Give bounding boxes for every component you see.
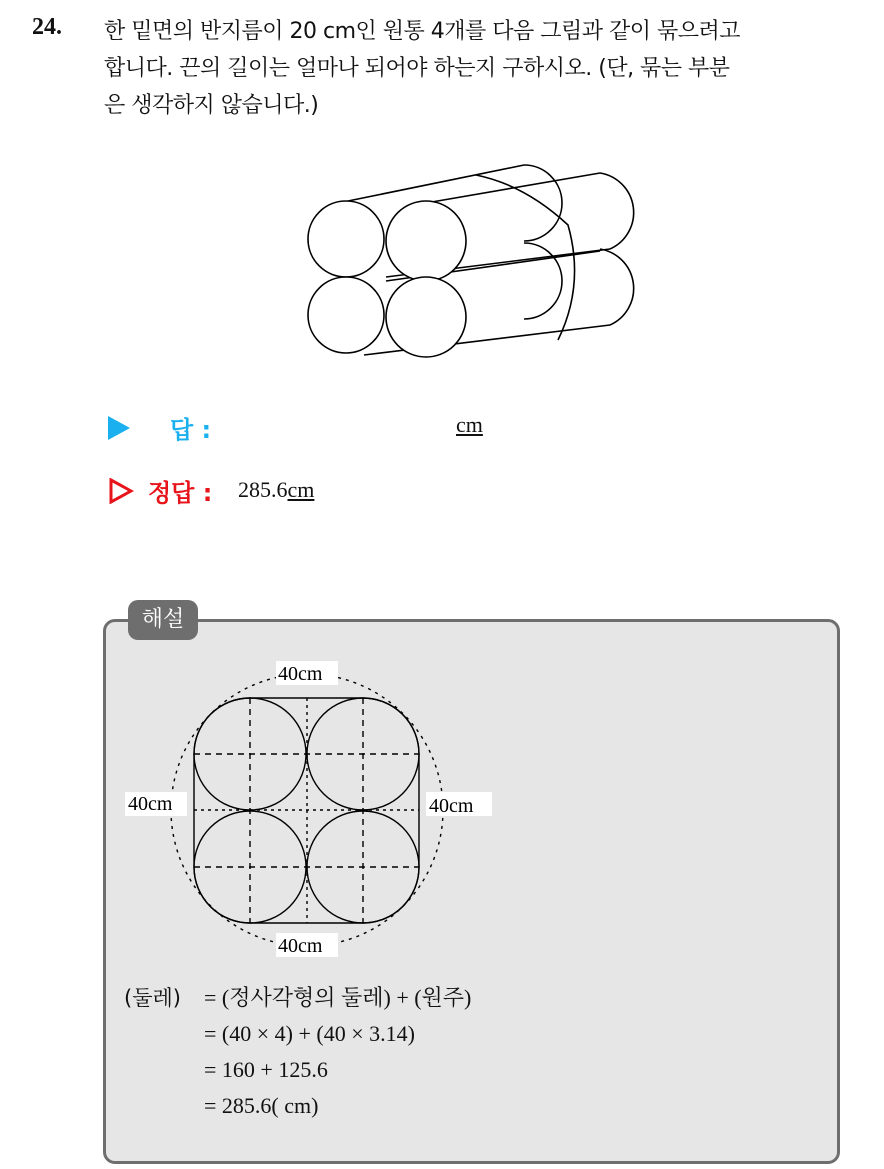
answer-unit: cm	[456, 412, 483, 437]
solution-figure	[120, 655, 510, 965]
correct-answer-label: 정답 :	[148, 479, 213, 507]
equation-rhs: = 160 + 125.6	[204, 1057, 328, 1082]
correct-answer-row	[108, 473, 608, 509]
question-number: 24.	[32, 14, 62, 40]
equation-line	[124, 1052, 328, 1088]
equation-rhs: = (40 × 4) + (40 × 3.14)	[204, 1021, 415, 1046]
figure-label-top: 40cm	[278, 663, 323, 685]
play-arrow-icon	[108, 416, 130, 440]
equation-line	[124, 1088, 318, 1124]
correct-value-number: 285.6	[238, 477, 288, 502]
question-text	[104, 13, 864, 124]
equation-line	[124, 980, 471, 1016]
answer-row	[108, 410, 608, 446]
correct-value-unit: cm	[287, 477, 315, 502]
cylinders-figure	[300, 155, 660, 370]
question-line: 은 생각하지 않습니다.)	[104, 93, 319, 118]
question-line: 합니다. 끈의 길이는 얼마나 되어야 하는지 구하시오. (단, 묶는 부분	[104, 56, 730, 81]
outline-arrow-icon	[108, 478, 134, 504]
equation-rhs: = 285.6( cm)	[204, 1093, 319, 1118]
figure-label-right: 40cm	[429, 795, 474, 817]
figure-label-bottom: 40cm	[278, 935, 323, 957]
answer-label: 답 :	[170, 416, 212, 444]
equation-rhs: = (정사각형의 둘레) + (원주)	[204, 985, 472, 1010]
equation-lhs: (둘레)	[124, 986, 181, 1010]
correct-answer-value	[238, 477, 314, 503]
equation-line	[124, 1016, 415, 1052]
solution-tag: 해설	[128, 600, 198, 640]
figure-label-left: 40cm	[128, 793, 173, 815]
question-line: 한 밑면의 반지름이 20 cm인 원통 4개를 다음 그림과 같이 묶으려고	[104, 19, 740, 44]
